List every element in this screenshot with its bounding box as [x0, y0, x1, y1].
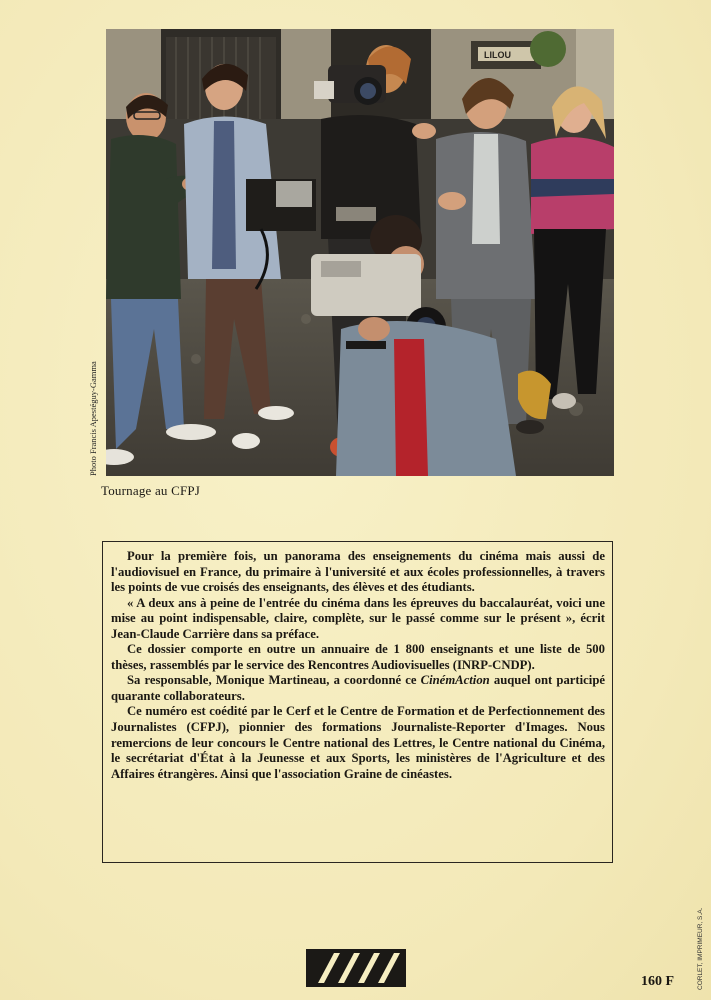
paragraph-directory: Ce dossier comporte en outre un annuaire de 1 800 enseignants et une liste de 500 thèses, rassemblés par le service des Rencontres Audiovisuelles (INRP-CNDP). — [111, 642, 605, 672]
coordinator-text: Sa responsable, Monique Martineau, a coordonné ce — [127, 673, 421, 688]
photo-caption: Tournage au CFPJ — [101, 483, 201, 498]
shop-sign-text: LILOU — [484, 50, 511, 60]
paragraph-coordinator — [111, 673, 605, 704]
magazine-title: CinémAction — [420, 673, 490, 688]
film-shoot-photo — [106, 29, 614, 476]
photo-credit: Photo Francis Apestéguy-Gamma — [88, 361, 98, 476]
paragraph-coedition: Ce numéro est coédité par le Cerf et le Centre de Formation et de Perfectionnement des Journalistes (CFPJ), pionnier des formations Journaliste-Reporter d'Images. Nous remercions de leur concours le Centre national des Lettres, le Centre national du Cinéma, le secrétariat d'État à la Jeunesse et aux Sports, les ministères de l'Agriculture et des Affaires étrangères. Ainsi que l'association Graine de cinéastes. — [111, 704, 605, 781]
coordinator-text-end: auquel ont participé quarante collaborateurs. — [111, 673, 606, 703]
description-box — [102, 541, 613, 863]
paragraph-quote: « A deux ans à peine de l'entrée du cinéma dans les épreuves du baccalauréat, voici une mise au point indispensable, claire, complète, sur le passé comme sur le présent », écrit Jean-Claude Carrière dans sa préface. — [111, 595, 605, 641]
photo-illustration — [106, 29, 614, 476]
price-label: 160 F — [641, 974, 675, 989]
cerf-logo — [306, 949, 406, 987]
printer-credit: CORLET, IMPRIMEUR, S.A. — [697, 907, 704, 990]
paragraph-intro: Pour la première fois, un panorama des enseignements du cinéma mais aussi de l'audiovisuel en France, du primaire à l'université et aux écoles professionnelles, à travers les points de vue croisés des enseignants, des élèves et des étudiants. — [111, 549, 605, 595]
cerf-logo-icon — [306, 949, 406, 987]
